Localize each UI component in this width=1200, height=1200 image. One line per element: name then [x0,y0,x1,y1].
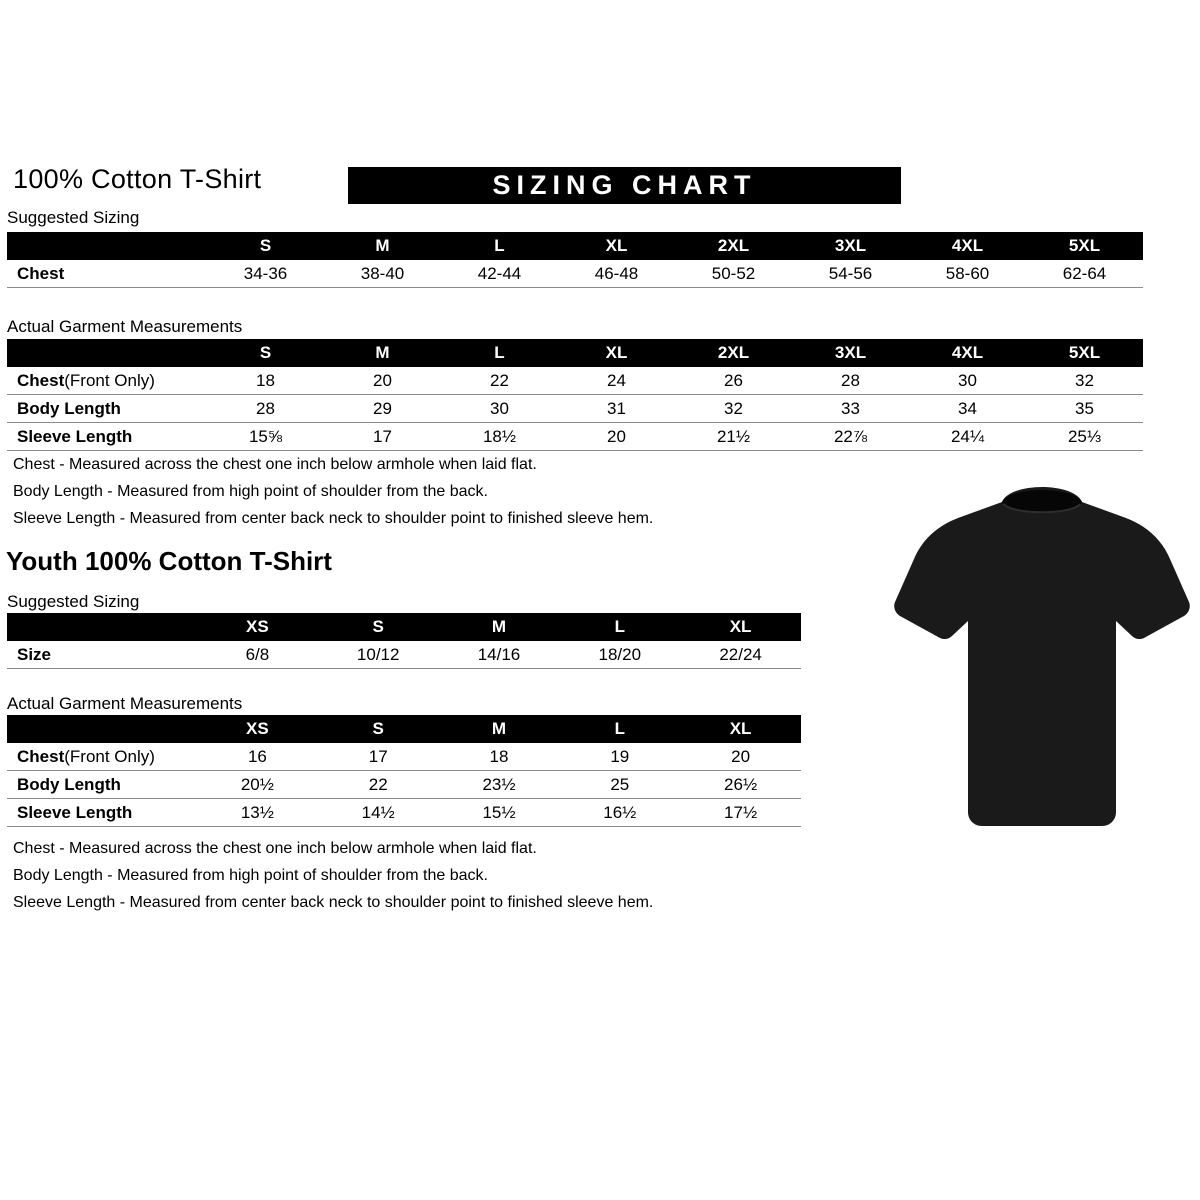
table-cell: 30 [441,395,558,423]
header-cell-5xl: 5XL [1026,232,1143,260]
table-cell: 29 [324,395,441,423]
header-cell-empty [7,339,207,367]
table-cell: 16½ [559,799,680,827]
table-cell: 13½ [197,799,318,827]
table-cell: 18½ [441,423,558,451]
table-cell: 18/20 [559,641,680,669]
page-title: 100% Cotton T-Shirt [13,164,262,194]
row-label-chest-front-only: Chest (Front Only) [7,743,197,771]
header-cell-xs: XS [197,715,318,743]
adult-actual-table [7,339,1143,451]
header-cell-m: M [439,613,560,641]
header-cell-empty [7,613,197,641]
table-cell: 35 [1026,395,1143,423]
header-cell-s: S [318,715,439,743]
header-cell-4xl: 4XL [909,339,1026,367]
table-cell: 54-56 [792,260,909,288]
table-cell: 58-60 [909,260,1026,288]
table-cell: 32 [675,395,792,423]
youth-suggested-table [7,613,801,669]
row-label-chest: Chest [7,260,207,288]
youth-title: Youth 100% Cotton T-Shirt [6,546,332,576]
note-sleeve-length: Sleeve Length - Measured from center back neck to shoulder point to finished sleeve hem. [13,510,654,527]
header-cell-m: M [324,339,441,367]
header-cell-2xl: 2XL [675,232,792,260]
table-cell: 23½ [439,771,560,799]
table-cell: 28 [792,367,909,395]
header-cell-m: M [324,232,441,260]
youth-actual-measurements-label: Actual Garment Measurements [7,694,243,713]
header-cell-s: S [207,339,324,367]
table-cell: 10/12 [318,641,439,669]
table-cell: 34 [909,395,1026,423]
youth-actual-table [7,715,801,827]
note-chest: Chest - Measured across the chest one inch below armhole when laid flat. [13,456,537,473]
table-cell: 26 [675,367,792,395]
row-label-body-length: Body Length [7,395,207,423]
table-cell: 17½ [680,799,801,827]
row-label-chest-front-only: Chest (Front Only) [7,367,207,395]
adult-actual-measurements-label: Actual Garment Measurements [7,317,243,336]
table-cell: 18 [207,367,324,395]
header-cell-s: S [318,613,439,641]
table-cell: 46-48 [558,260,675,288]
header-cell-xl: XL [680,613,801,641]
row-label-body-length: Body Length [7,771,197,799]
youth-suggested-sizing-label: Suggested Sizing [7,592,140,611]
header-cell-m: M [439,715,560,743]
table-cell: 20½ [197,771,318,799]
header-cell-l: L [559,715,680,743]
header-cell-l: L [559,613,680,641]
table-cell: 18 [439,743,560,771]
table-cell: 15⅝ [207,423,324,451]
header-cell-xs: XS [197,613,318,641]
table-cell: 24¼ [909,423,1026,451]
table-cell: 22⅞ [792,423,909,451]
note-sleeve-length: Sleeve Length - Measured from center back neck to shoulder point to finished sleeve hem. [13,894,654,911]
table-cell: 20 [680,743,801,771]
header-cell-l: L [441,339,558,367]
table-cell: 22/24 [680,641,801,669]
sizing-chart-banner: SIZING CHART [348,167,901,204]
adult-suggested-sizing-label: Suggested Sizing [7,208,140,227]
table-cell: 33 [792,395,909,423]
header-cell-xl: XL [558,232,675,260]
table-cell: 26½ [680,771,801,799]
youth-measurement-notes [13,840,653,921]
header-cell-empty [7,232,207,260]
row-label-size: Size [7,641,197,669]
header-cell-5xl: 5XL [1026,339,1143,367]
row-label-sleeve-length: Sleeve Length [7,799,197,827]
note-body-length: Body Length - Measured from high point of shoulder from the back. [13,483,488,500]
header-cell-xl: XL [680,715,801,743]
table-cell: 20 [324,367,441,395]
table-cell: 32 [1026,367,1143,395]
tshirt-icon [892,474,1192,832]
header-cell-empty [7,715,197,743]
header-cell-3xl: 3XL [792,339,909,367]
table-cell: 21½ [675,423,792,451]
table-cell: 19 [559,743,680,771]
adult-measurement-notes [13,456,653,537]
table-cell: 17 [318,743,439,771]
row-label-sleeve-length: Sleeve Length [7,423,207,451]
table-cell: 31 [558,395,675,423]
table-cell: 15½ [439,799,560,827]
table-cell: 25⅓ [1026,423,1143,451]
table-cell: 42-44 [441,260,558,288]
table-cell: 14½ [318,799,439,827]
table-cell: 14/16 [439,641,560,669]
table-cell: 16 [197,743,318,771]
table-cell: 22 [318,771,439,799]
table-cell: 30 [909,367,1026,395]
table-cell: 17 [324,423,441,451]
table-cell: 28 [207,395,324,423]
table-cell: 50-52 [675,260,792,288]
table-cell: 25 [559,771,680,799]
table-cell: 6/8 [197,641,318,669]
header-cell-l: L [441,232,558,260]
header-cell-s: S [207,232,324,260]
table-cell: 38-40 [324,260,441,288]
header-cell-4xl: 4XL [909,232,1026,260]
adult-suggested-table [7,232,1143,288]
table-cell: 24 [558,367,675,395]
table-cell: 22 [441,367,558,395]
table-cell: 20 [558,423,675,451]
table-cell: 62-64 [1026,260,1143,288]
header-cell-3xl: 3XL [792,232,909,260]
header-cell-xl: XL [558,339,675,367]
note-chest: Chest - Measured across the chest one inch below armhole when laid flat. [13,840,537,857]
tshirt-image [892,474,1192,832]
table-cell: 34-36 [207,260,324,288]
header-cell-2xl: 2XL [675,339,792,367]
note-body-length: Body Length - Measured from high point of shoulder from the back. [13,867,488,884]
